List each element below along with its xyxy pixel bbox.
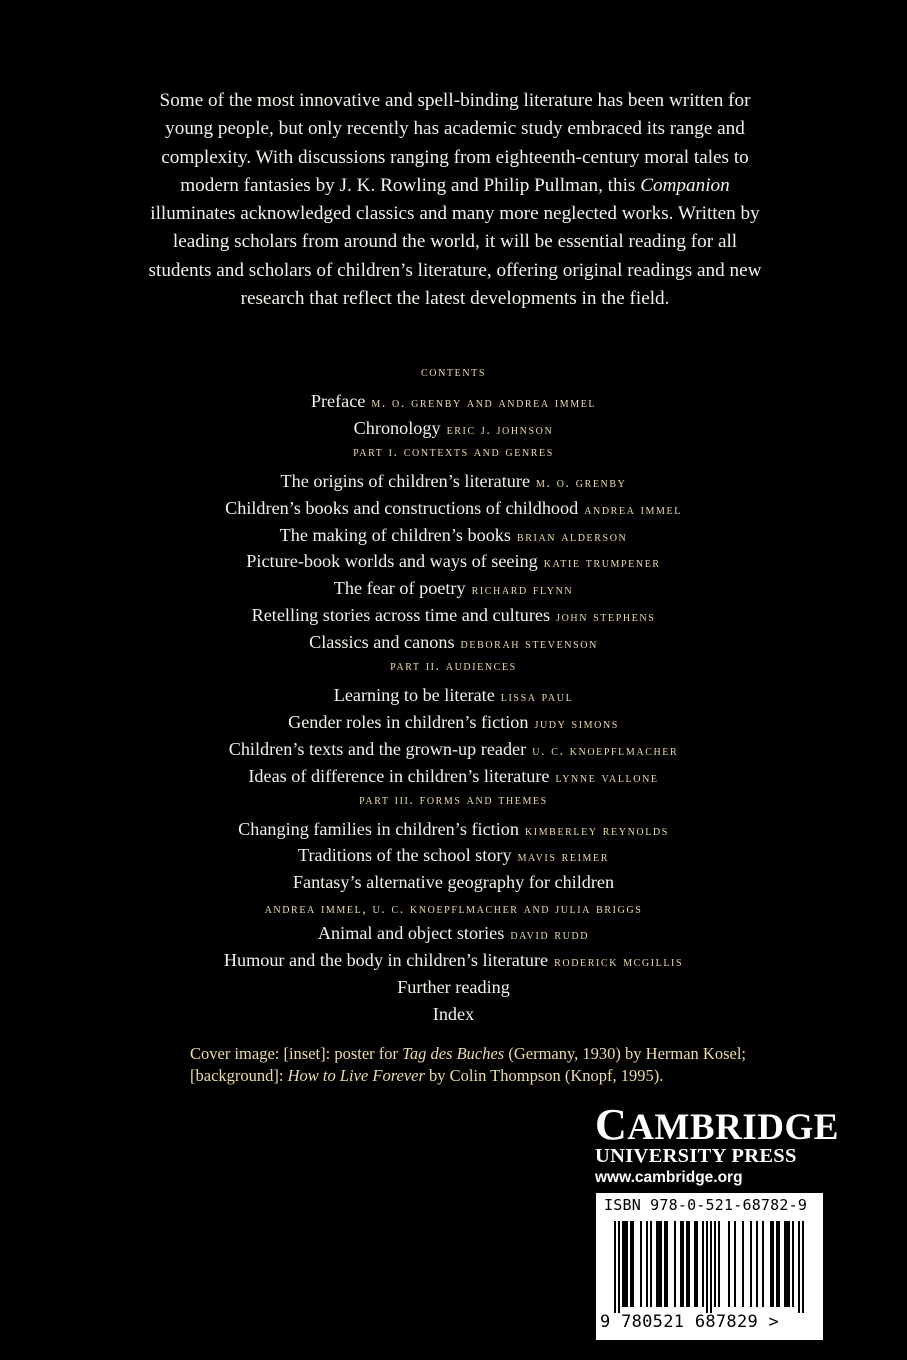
publisher-name-initial: C xyxy=(595,1100,628,1149)
barcode-bar xyxy=(792,1221,794,1307)
barcode-bar xyxy=(622,1221,624,1307)
entry-title: Humour and the body in children’s literature xyxy=(223,950,549,971)
entry-author: eric j. johnson xyxy=(446,422,554,438)
barcode-bar xyxy=(682,1221,684,1307)
publisher-logo xyxy=(595,1100,839,1189)
table-of-contents xyxy=(0,362,907,1028)
barcode-digits: 9 780521 687829 > xyxy=(600,1312,780,1332)
contents-entry-preface xyxy=(0,388,907,415)
barcode-bar xyxy=(650,1221,652,1307)
barcode-bar xyxy=(688,1221,690,1307)
entry-author: lissa paul xyxy=(500,690,574,706)
entry-title: Children’s books and constructions of childhood xyxy=(225,497,579,518)
barcode-bar xyxy=(734,1221,736,1307)
blurb-text-end: illuminates acknowledged classics and many more neglected works. Written by leading scholars from around the world, it will be essential reading for all students and scholars of children’s literature, offering original readings and new research that reflect the latest developments in the field. xyxy=(148,203,762,310)
entry-title: Chronology xyxy=(353,417,441,438)
barcode-bar xyxy=(784,1221,786,1307)
entry-title: Ideas of difference in children’s literature xyxy=(248,765,550,786)
contents-entry xyxy=(0,522,907,549)
barcode-bar xyxy=(640,1221,642,1307)
contents-entry xyxy=(0,763,907,790)
contents-entry xyxy=(0,495,907,522)
barcode-bar xyxy=(772,1221,774,1307)
barcode-bar xyxy=(702,1221,704,1307)
barcode-bar xyxy=(624,1221,626,1307)
blurb-italic-companion: Companion xyxy=(640,174,730,196)
contents-entry xyxy=(0,548,907,575)
credit-italic-title: Tag des Buches xyxy=(402,1044,505,1063)
back-cover-blurb xyxy=(140,87,770,313)
contents-entry-further-reading xyxy=(0,974,907,1001)
entry-title: Further reading xyxy=(397,977,510,998)
barcode-bars xyxy=(596,1219,823,1315)
contents-entry xyxy=(0,920,907,947)
contents-entry-index xyxy=(0,1001,907,1028)
barcode-bar xyxy=(660,1221,662,1307)
barcode-bar xyxy=(728,1221,730,1307)
entry-author: lynne vallone xyxy=(555,770,659,786)
contents-heading: contents xyxy=(420,365,487,380)
publisher-name-rest: AMBRIDGE xyxy=(627,1107,839,1148)
barcode-bar xyxy=(714,1221,716,1307)
entry-title: Preface xyxy=(310,391,366,411)
entry-title: Index xyxy=(432,1003,475,1024)
contents-entry xyxy=(0,947,907,974)
entry-author: deborah stevenson xyxy=(460,637,598,653)
barcode-bar xyxy=(694,1221,696,1307)
publisher-subtitle: UNIVERSITY PRESS xyxy=(595,1145,797,1167)
entry-title: Picture-book worlds and ways of seeing xyxy=(246,551,538,572)
contents-entry-authors xyxy=(0,896,907,920)
entry-author: roderick mcgillis xyxy=(554,955,684,971)
entry-author: m. o. grenby xyxy=(536,475,627,491)
credit-text: Cover image: [inset]: poster for xyxy=(190,1044,403,1063)
barcode-bar xyxy=(686,1221,688,1307)
entry-author: judy simons xyxy=(534,716,619,732)
entry-title: Fantasy’s alternative geography for children xyxy=(292,872,615,893)
barcode-bar xyxy=(706,1221,708,1313)
part-3-heading: part iii. forms and themes xyxy=(359,792,548,808)
contents-entry xyxy=(0,682,907,709)
credit-text: (Germany, 1930) by Herman Kosel; [background]: xyxy=(190,1044,746,1085)
barcode-bar xyxy=(656,1221,658,1307)
part-1-heading: part i. contexts and genres xyxy=(353,444,554,460)
barcode-bar xyxy=(680,1221,682,1307)
entry-author: andrea immel, u. c. knoepflmacher and julia briggs xyxy=(264,902,643,918)
entry-title: Children’s texts and the grown-up reader xyxy=(228,738,527,759)
entry-author: andrea immel xyxy=(584,502,682,518)
barcode-bar xyxy=(630,1221,632,1307)
barcode-bar xyxy=(632,1221,634,1307)
isbn-barcode xyxy=(596,1193,823,1340)
entry-title: The origins of children’s literature xyxy=(280,470,531,491)
barcode-bar xyxy=(770,1221,772,1307)
barcode-bar xyxy=(626,1221,628,1307)
entry-author: david rudd xyxy=(510,928,590,944)
contents-entry-chronology xyxy=(0,415,907,442)
entry-title: Retelling stories across time and cultures xyxy=(251,605,551,626)
barcode-bar xyxy=(664,1221,666,1307)
barcode-bar xyxy=(658,1221,660,1307)
barcode-bar xyxy=(710,1221,712,1313)
publisher-url: www.cambridge.org xyxy=(595,1169,743,1186)
entry-title: Classics and canons xyxy=(309,632,455,653)
barcode-bar xyxy=(696,1221,698,1307)
barcode-bar xyxy=(798,1221,800,1313)
entry-author: brian alderson xyxy=(516,529,628,545)
contents-entry xyxy=(0,575,907,602)
entry-author: u. c. knoepflmacher xyxy=(532,743,679,759)
barcode-bar xyxy=(762,1221,764,1307)
barcode-bar xyxy=(750,1221,752,1307)
entry-author: mavis reimer xyxy=(517,850,609,866)
barcode-bar xyxy=(756,1221,758,1307)
entry-title: Gender roles in children’s fiction xyxy=(288,711,529,732)
entry-author: richard flynn xyxy=(471,583,574,599)
barcode-bar xyxy=(778,1221,780,1307)
contents-entry xyxy=(0,709,907,736)
entry-title: The making of children’s books xyxy=(279,524,511,545)
contents-entry xyxy=(0,869,907,896)
contents-entry xyxy=(0,736,907,763)
entry-title: Learning to be literate xyxy=(333,685,495,706)
contents-entry xyxy=(0,468,907,495)
cover-image-credit xyxy=(190,1043,750,1087)
contents-entry xyxy=(0,816,907,843)
entry-title: The fear of poetry xyxy=(333,578,466,599)
barcode-bar xyxy=(788,1221,790,1307)
entry-title: Changing families in children’s fiction xyxy=(238,818,519,839)
blurb-text-start: Some of the most innovative and spell-binding literature has been written for young people, but only recently has academic study embraced its range and complexity. With discussions ranging from eighteenth-century moral tales to modern fantasies by J. K. Rowling and Philip Pullman, this xyxy=(159,90,751,196)
contents-entry xyxy=(0,842,907,869)
credit-text: by Colin Thompson (Knopf, 1995). xyxy=(424,1066,664,1085)
barcode-bar xyxy=(718,1221,720,1307)
barcode-bar xyxy=(646,1221,648,1307)
barcode-bar xyxy=(786,1221,788,1307)
entry-title: Animal and object stories xyxy=(317,923,505,944)
barcode-bar xyxy=(666,1221,668,1307)
entry-author: katie trumpener xyxy=(543,556,661,572)
blurb-paragraph xyxy=(140,87,770,313)
barcode-bar xyxy=(674,1221,676,1307)
contents-entry xyxy=(0,629,907,656)
barcode-bar xyxy=(776,1221,778,1307)
isbn-label: ISBN 978-0-521-68782-9 xyxy=(604,1196,808,1214)
entry-author: kimberley reynolds xyxy=(524,823,669,839)
entry-author: m. o. grenby and andrea immel xyxy=(371,396,597,411)
publisher-name xyxy=(595,1100,839,1149)
credit-italic-title: How to Live Forever xyxy=(287,1066,425,1085)
barcode-bar xyxy=(742,1221,744,1307)
entry-title: Traditions of the school story xyxy=(298,845,512,866)
contents-entry xyxy=(0,602,907,629)
barcode-bar xyxy=(802,1221,804,1313)
barcode-bar xyxy=(614,1221,616,1313)
barcode-bar xyxy=(618,1221,620,1313)
part-2-heading: part ii. audiences xyxy=(390,659,517,675)
entry-author: john stephens xyxy=(556,610,656,626)
